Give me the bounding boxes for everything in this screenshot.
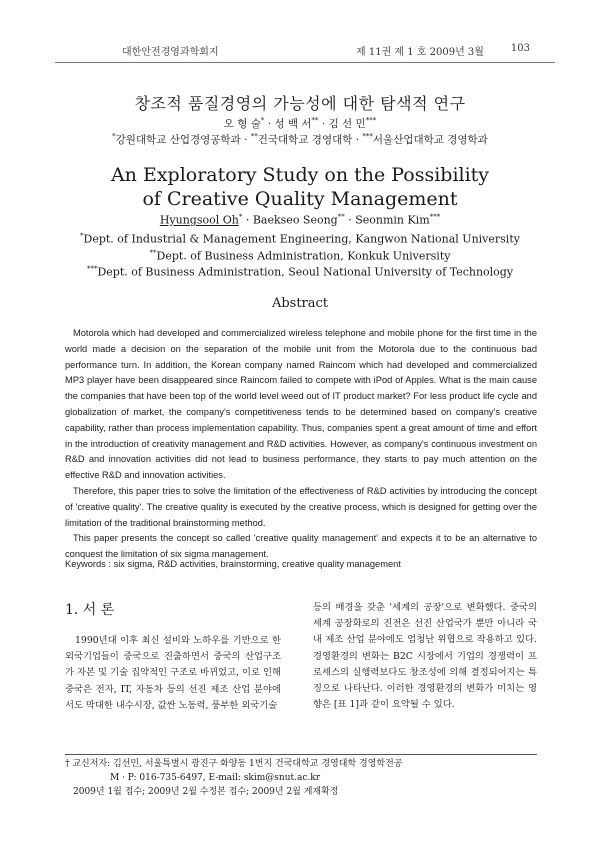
author-separator: · [321,118,326,130]
affil-mark: *** [86,265,98,273]
keywords-line [65,559,401,569]
english-author: Seonmin Kim [355,213,430,227]
korean-affiliation: 서울산업대학교 경영학과 [372,134,488,146]
corresponding-author-note: † 교신저자: 김선민, 서울특별시 광진구 화양동 1번지 건국대학교 경영대학 경영학전공 [65,759,403,769]
page-number: 103 [510,43,530,54]
running-header [40,43,560,59]
body-paragraph: 등의 배경을 갖춘 '세계의 공장'으로 변화했다. 중국의 세계 공장화로의 진전은 선진 산업국가 뿐만 아니라 국내 제조 산업 분야에도 엄청난 위협으로 작용하고 있다. 경영환경의 변화는 B2C 시장에서 기업의 경쟁력이 프로세스의 실행력보다도 창조성에 의해 결정되어지는 특징으로 나타난다. 이러한 경영환경의 변화가 미치는 영향은 [표 1]과 같이 요약될 수 있다. [313,602,537,711]
keywords-list: six sigma, R&D activities, brainstorming, creative quality management [113,559,401,569]
contact-note: M · P: 016-735-6497, E-mail: skim@snut.ac.kr [110,773,321,783]
affil-mark: *** [362,132,373,141]
korean-author: 성 백 서 [274,118,312,130]
author-mark: ** [311,116,319,125]
english-title [0,163,600,211]
affil-separator: · [355,134,360,146]
korean-affiliation: 건국대학교 경영대학 [257,134,353,146]
journal-name: 대한안전경영과학회지 [122,47,219,58]
author-mark: * [238,213,243,221]
abstract-heading: Abstract [271,296,329,311]
english-affiliation [0,232,600,246]
right-column [313,600,537,713]
abstract-paragraph: Motorola which had developed and commercialized wireless telephone and mobile phone for the first time in the world made a decision on the separation of the mobile unit from the Motorola due to the continuous bad performance turn. In addition, the Korean company named Raincom which had developed and commercialized MP3 player have been disappeared since Raincom failed to compete with iPod of Apples. What is the main cause the companies that have been top of the world level weed out of IT product market? For less product life cycle and globalization of market, the company's competitiveness tends to be determined based on company's creative capability, rather than process implementation capability. Thus, companies spent a great amount of time and effort in the introduction of creativity management and R&D activities. However, as company's continuous investment on R&D and innovation activities did not lead to business performance, they starts to pay much attention on the effective R&D and innovation activities. [65,328,537,481]
affil-mark: * [112,132,116,141]
english-author: Hyungsool Oh [159,213,239,227]
korean-authors [0,116,600,131]
submission-dates: 2009년 1월 접수; 2009년 2월 수정본 접수; 2009년 2월 게재확정 [73,787,339,797]
english-affiliation [0,249,600,263]
author-mark: ** [337,213,345,221]
keywords-label: Keywords : [65,559,111,569]
author-separator: · [348,213,352,227]
author-separator: · [267,118,272,130]
footnote-divider [65,754,537,755]
abstract-paragraph: This paper presents the concept so called 'creative quality management' and expects it to be an alternative to conquest the limitation of six sigma management. [65,533,537,560]
korean-title: 창조적 품질경영의 가능성에 대한 탐색적 연구 [134,94,466,113]
affiliation-text: Dept. of Industrial & Management Engineering, Kangwon National University [83,232,520,246]
abstract-body [65,326,537,563]
affil-mark: ** [149,249,157,257]
affiliation-text: Dept. of Business Administration, Seoul National University of Technology [97,265,514,279]
affil-mark: * [80,232,84,240]
left-column [65,633,281,714]
korean-author: 오 형 술 [223,118,261,130]
english-authors [0,213,600,227]
korean-author: 김 선 민 [328,118,366,130]
affil-separator: · [244,134,248,146]
volume-info: 제 11권 제 1 호 2009년 3월 [356,47,484,58]
affil-mark: ** [250,132,258,141]
korean-affiliations [0,132,600,147]
english-title-line: of Creative Quality Management [142,188,458,210]
english-affiliation [0,265,600,279]
section-heading: 1. 서 론 [65,602,115,618]
author-mark: * [260,116,265,125]
korean-affiliation: 강원대학교 산업경영공학과 [115,134,241,146]
author-mark: *** [365,116,377,125]
header-divider [55,62,555,63]
english-author: Baekseo Seong [252,213,338,227]
author-mark: *** [429,213,441,221]
author-separator: · [245,213,250,227]
affiliation-text: Dept. of Business Administration, Konkuk University [156,249,451,263]
body-paragraph: 1990년대 이후 최신 설비와 노하우를 기반으로 한 외국기업들이 중국으로 진출하면서 중국의 산업구조가 자본 및 기술 집약적인 구조로 바뀌었고, 이로 인해 중국은 전자, IT, 자동차 등의 선진 제조 산업 분야에서도 막대한 내수시장, 값싼 노동력, 풍부한 외국기술 [65,635,281,711]
abstract-paragraph: Therefore, this paper tries to solve the limitation of the effectiveness of R&D activities by introducing the concept of 'creative quality'. The creative quality is executed by the creative process, which is designed for getting over the limitation of the traditional brainstorming method. [65,485,537,528]
english-title-line: An Exploratory Study on the Possibility [110,164,490,186]
